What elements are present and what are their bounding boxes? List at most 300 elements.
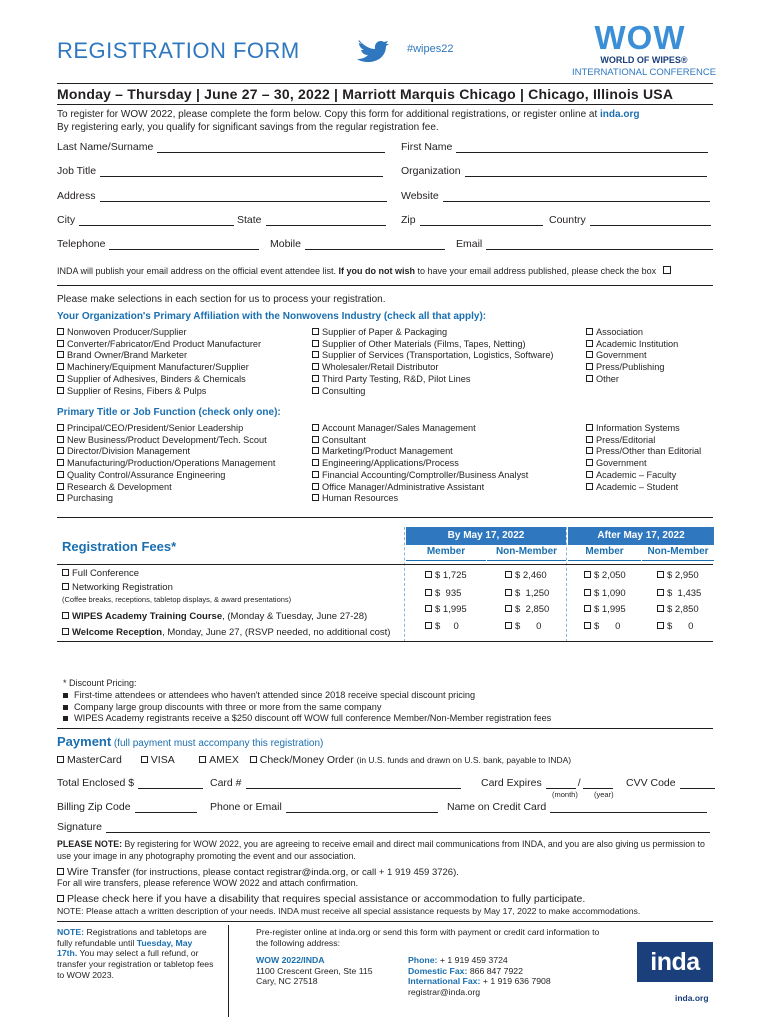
fee-checkbox[interactable] [657, 589, 664, 596]
checkbox[interactable] [312, 340, 319, 347]
mailing-address [256, 955, 373, 987]
fee-amount: $ 1,995 [435, 604, 467, 615]
fee-checkbox[interactable] [425, 571, 432, 578]
checkbox[interactable] [586, 363, 593, 370]
checkbox-option[interactable] [586, 435, 701, 447]
card-number-field[interactable] [210, 777, 461, 789]
card-label: Card # [210, 777, 242, 789]
fee-option[interactable] [505, 621, 541, 632]
zip-line[interactable] [420, 215, 543, 226]
prereg-note: Pre-register online at inda.org or send this form with payment or credit card information to the following address: [256, 927, 600, 948]
checkbox[interactable] [57, 375, 64, 382]
checkbox[interactable] [57, 459, 64, 466]
checkbox[interactable] [312, 436, 319, 443]
checkbox-label: Government [596, 458, 647, 469]
checkbox-label: Supplier of Other Materials (Films, Tapes, Netting) [322, 338, 526, 349]
checkbox-option[interactable] [586, 339, 678, 351]
zip-field[interactable] [401, 214, 543, 226]
checkbox-option[interactable] [312, 435, 528, 447]
address-field[interactable] [57, 190, 387, 202]
publish-optout-checkbox[interactable] [663, 266, 671, 274]
payment-subtitle: (full payment must accompany this registration) [113, 738, 324, 749]
refund-text2: You may select a full refund, or transfer your registration or tabletop fees to WOW 2023. [57, 948, 214, 980]
checkbox-label: Information Systems [596, 423, 680, 433]
job-function-col3 [586, 423, 701, 493]
checkbox[interactable] [57, 424, 64, 431]
job-title-field[interactable] [57, 165, 383, 177]
checkbox-option[interactable] [57, 362, 261, 374]
checkbox-label: Wholesaler/Retail Distributor [322, 362, 439, 373]
fee-checkbox[interactable] [425, 605, 432, 612]
discount-item: WIPES Academy registrants receive a $250 discount off WOW full conference Member/Non-Member registration fees [63, 713, 551, 725]
fee-option[interactable] [505, 588, 549, 599]
state-field[interactable] [237, 214, 386, 226]
checkbox-option[interactable] [57, 339, 261, 351]
checkbox-label: Third Party Testing, R&D, Pilot Lines [322, 373, 471, 384]
payment-methods [57, 754, 571, 766]
organization-line[interactable] [465, 166, 707, 177]
please-note [57, 839, 717, 862]
fee-option[interactable] [584, 604, 626, 615]
wire-transfer[interactable] [57, 866, 459, 878]
footer-divider [228, 925, 229, 1017]
checkbox[interactable] [586, 351, 593, 358]
zip-label: Zip [401, 214, 416, 226]
refund-date: Tuesday, May 17th. [57, 937, 193, 959]
checkbox-option[interactable] [586, 327, 678, 339]
divider [57, 517, 713, 518]
page-title: REGISTRATION FORM [57, 38, 300, 63]
checkbox-label: New Business/Product Development/Tech. Scout [67, 434, 267, 445]
checkbox-label: Consulting [322, 385, 366, 396]
checkbox[interactable] [57, 351, 64, 358]
inda-link[interactable]: inda.org [600, 109, 640, 120]
checkbox-label: Consultant [322, 434, 366, 445]
fee-checkbox[interactable] [584, 605, 591, 612]
job-function-heading: Primary Title or Job Function (check only one): [57, 407, 281, 418]
wow-logo-text: WOW [594, 22, 686, 52]
check-note: (in U.S. funds and drawn on U.S. bank, payable to INDA) [356, 755, 572, 765]
address-line2: Cary, NC 27518 [256, 976, 318, 987]
checkbox[interactable] [57, 483, 64, 490]
contact-info [408, 955, 551, 998]
checkbox[interactable] [312, 494, 319, 501]
fee-checkbox[interactable] [505, 589, 512, 596]
publish-note [57, 266, 674, 276]
checkbox[interactable] [57, 363, 64, 370]
discount-item: First-time attendees or attendees who haven't attended since 2018 receive special discount pricing [63, 690, 551, 702]
checkbox-label: Academic – Faculty [596, 469, 677, 480]
checkbox-option[interactable] [57, 374, 261, 386]
fee-option[interactable] [425, 604, 467, 615]
dfax-label: Domestic Fax: [408, 965, 468, 976]
signature-field[interactable] [57, 821, 710, 833]
fee-option[interactable] [584, 588, 626, 599]
telephone-line[interactable] [109, 239, 259, 250]
name-on-card-field[interactable] [447, 801, 707, 813]
checkbox[interactable] [57, 471, 64, 478]
checkbox-label: Quality Control/Assurance Engineering [67, 469, 226, 480]
checkbox-label: Association [596, 327, 643, 337]
checkbox-label: Government [596, 350, 647, 361]
disability-note: NOTE: Please attach a written description of your needs. INDA must receive all special assistance requests by May 17, 2022 to make accommodations. [57, 906, 641, 916]
mobile-field[interactable] [270, 238, 445, 250]
state-line[interactable] [266, 215, 386, 226]
checkbox-option[interactable] [57, 493, 275, 505]
name-on-card-label: Name on Credit Card [447, 801, 547, 813]
fee-checkbox[interactable] [62, 569, 69, 576]
checkbox-option[interactable] [586, 423, 701, 435]
checkbox-label: Director/Division Management [67, 446, 191, 457]
checkbox[interactable] [312, 387, 319, 394]
signature-line[interactable] [106, 822, 710, 833]
checkbox[interactable] [586, 328, 593, 335]
checkbox-label: Human Resources [322, 493, 399, 504]
checkbox[interactable] [312, 483, 319, 490]
affiliation-heading: Your Organization's Primary Affiliation with the Nonwovens Industry (check all that apply): [57, 311, 487, 322]
name-on-card-line[interactable] [550, 802, 707, 813]
checkbox-label: Press/Other than Editorial [596, 446, 702, 457]
fee-checkbox[interactable] [657, 622, 664, 629]
wire-checkbox[interactable] [57, 868, 64, 875]
affiliation-col2 [312, 327, 554, 397]
checkbox[interactable] [586, 471, 593, 478]
hashtag: #wipes22 [407, 43, 454, 55]
last-name-line[interactable] [157, 142, 385, 153]
checkbox-option[interactable] [57, 327, 261, 339]
checkbox[interactable] [586, 459, 593, 466]
checkbox-option[interactable] [586, 374, 678, 386]
checkbox-option[interactable] [57, 423, 275, 435]
intro-line2: By registering early, you qualify for significant savings from the regular registration fee. [57, 121, 439, 133]
total-field[interactable] [57, 777, 203, 789]
telephone-label: Telephone [57, 238, 106, 250]
logo-subtitle: WORLD OF WIPES® [600, 55, 688, 65]
checkbox-option[interactable] [57, 435, 275, 447]
disability[interactable] [57, 893, 585, 905]
fee-checkbox[interactable] [505, 571, 512, 578]
checkbox-option[interactable] [312, 374, 554, 386]
affiliation-col3 [586, 327, 678, 386]
fee-checkbox[interactable] [584, 589, 591, 596]
city-line[interactable] [79, 215, 234, 226]
job-title-line[interactable] [100, 166, 383, 177]
checkbox-option[interactable] [312, 386, 554, 398]
late-header: After May 17, 2022 [568, 527, 714, 545]
checkbox-label: Supplier of Services (Transportation, Logistics, Software) [322, 350, 554, 361]
mobile-label: Mobile [270, 238, 301, 250]
late-member-header: Member [568, 546, 641, 561]
address-label: Address [57, 190, 96, 202]
fee-option[interactable] [425, 588, 461, 599]
checkbox[interactable] [312, 424, 319, 431]
check-option[interactable]: Check/Money Order [250, 754, 354, 766]
checkbox[interactable] [312, 471, 319, 478]
refund-bold: NOTE: [57, 927, 85, 937]
total-label: Total Enclosed $ [57, 777, 135, 789]
website-field[interactable] [401, 190, 710, 202]
cvv-label: CVV Code [626, 777, 676, 789]
checkbox[interactable] [57, 494, 64, 501]
fee-amount: $ 1,435 [667, 588, 702, 599]
job-title-label: Job Title [57, 165, 97, 177]
checkbox[interactable] [57, 387, 64, 394]
fee-option[interactable] [425, 570, 467, 581]
fee-checkbox[interactable] [584, 622, 591, 629]
checkbox-label: Brand Owner/Brand Marketer [67, 350, 187, 361]
mastercard-option[interactable]: MasterCard [57, 754, 122, 766]
checkbox[interactable] [57, 447, 64, 454]
inda-url[interactable]: inda.org [675, 993, 709, 1003]
checkbox[interactable] [586, 375, 593, 382]
first-name-label: First Name [401, 141, 453, 153]
checkbox-label: Press/Editorial [596, 434, 656, 445]
intro-line1: To register for WOW 2022, please complete the form below. Copy this form for additional registrations, or register online at [57, 109, 598, 120]
discount-list [63, 690, 551, 725]
logo-conference: INTERNATIONAL CONFERENCE [571, 67, 717, 78]
fee-amount: $ 2,050 [594, 570, 626, 581]
publish-note-post: to have your email address published, please check the box [417, 266, 657, 276]
fee-label-full[interactable] [62, 568, 139, 579]
country-field[interactable] [549, 214, 711, 226]
fee-amount: $ 1,725 [435, 570, 467, 581]
fee-checkbox[interactable] [62, 583, 69, 590]
checkbox[interactable] [312, 351, 319, 358]
fee-checkbox[interactable] [657, 605, 664, 612]
fee-option[interactable] [657, 588, 701, 599]
job-function-col2 [312, 423, 528, 505]
fee-checkbox[interactable] [505, 605, 512, 612]
fee-amount: $ 2,850 [515, 604, 550, 615]
checkbox[interactable] [57, 328, 64, 335]
fee-checkbox[interactable] [657, 571, 664, 578]
country-line[interactable] [590, 215, 711, 226]
checkbox[interactable] [312, 459, 319, 466]
billing-zip-field[interactable] [57, 801, 197, 813]
checkbox-option[interactable] [312, 493, 528, 505]
month-hint: (month) [552, 790, 578, 799]
checkbox-option[interactable] [57, 482, 275, 494]
checkbox-label: Academic Institution [596, 338, 679, 349]
affiliation-col1 [57, 327, 261, 397]
checkbox-option[interactable] [586, 458, 701, 470]
fee-label-sub: , Monday, June 27, (RSVP needed, no additional cost) [162, 627, 391, 638]
cvv-field[interactable] [626, 777, 715, 789]
checkbox-option[interactable] [312, 446, 528, 458]
fee-label-academy[interactable] [62, 611, 367, 622]
address-line[interactable] [100, 191, 387, 202]
fee-label-text: Full Conference [72, 568, 140, 579]
inda-logo: inda [637, 942, 713, 982]
checkbox[interactable] [57, 436, 64, 443]
phone-label: Phone: [408, 955, 438, 965]
checkbox[interactable] [586, 436, 593, 443]
fee-networking-sub: (Coffee breaks, receptions, tabletop displays, & award presentations) [62, 595, 292, 604]
expires-month-line[interactable] [546, 778, 576, 789]
checkbox-option[interactable] [312, 482, 528, 494]
fee-amount: $ 1,250 [515, 588, 550, 599]
early-header: By May 17, 2022 [406, 527, 566, 545]
visa-option[interactable]: VISA [141, 754, 174, 766]
checkbox-option[interactable] [57, 458, 275, 470]
checkbox-label: Principal/CEO/President/Senior Leadership [67, 423, 244, 433]
checkbox[interactable] [312, 328, 319, 335]
checkbox-label: Purchasing [67, 493, 113, 504]
checkbox-label: Financial Accounting/Comptroller/Business Analyst [322, 469, 529, 480]
divider [57, 285, 713, 286]
checkbox-option[interactable] [312, 362, 554, 374]
selections-intro: Please make selections in each section for us to process your registration. [57, 294, 386, 305]
email-field[interactable] [456, 238, 713, 250]
checkbox-label: Supplier of Paper & Packaging [322, 327, 448, 337]
fee-checkbox[interactable] [505, 622, 512, 629]
fee-label-text: WIPES Academy Training Course [72, 611, 223, 622]
checkbox-option[interactable] [57, 446, 275, 458]
please-note-text: By registering for WOW 2022, you are agreeing to receive email and direct mail communications from INDA, and you are also giving us permission to use your image in any photography promoting the event and our association. [57, 839, 705, 861]
country-label: Country [549, 214, 586, 226]
billing-zip-label: Billing Zip Code [57, 801, 131, 813]
website-line[interactable] [443, 191, 710, 202]
disability-checkbox[interactable] [57, 895, 64, 902]
fee-amount: $ 2,850 [667, 604, 699, 615]
fee-amount: $ 0 [667, 621, 694, 632]
fee-checkbox[interactable] [62, 628, 69, 635]
payment-title: Payment [57, 734, 112, 749]
card-line[interactable] [246, 778, 461, 789]
card-expires-field[interactable]: Card Expires / [481, 777, 613, 789]
city-field[interactable] [57, 214, 234, 226]
address-head: WOW 2022/INDA [256, 955, 325, 965]
wire-line2: For all wire transfers, please reference WOW 2022 and attach confirmation. [57, 878, 359, 888]
twitter-bird-icon [356, 34, 390, 64]
organization-field[interactable] [401, 165, 707, 177]
fee-label-reception[interactable] [62, 627, 390, 638]
signature-label: Signature [57, 821, 102, 833]
registrar-email[interactable]: registrar@inda.org [408, 987, 481, 998]
checkbox-option[interactable] [586, 362, 678, 374]
last-name-field[interactable] [57, 141, 385, 153]
cvv-line[interactable] [680, 778, 715, 789]
checkbox[interactable] [586, 483, 593, 490]
fee-amount: $ 0 [594, 621, 621, 632]
fee-option[interactable] [657, 570, 699, 581]
refund-note [57, 927, 215, 981]
ifax-label: International Fax: [408, 976, 481, 987]
fee-amount: $ 1,090 [594, 588, 626, 599]
checkbox-option[interactable] [586, 482, 701, 494]
wire-label: Wire Transfer [67, 866, 131, 878]
fee-option[interactable] [425, 621, 459, 632]
ifax-value: + 1 919 636 7908 [482, 976, 551, 987]
checkbox-label: Manufacturing/Production/Operations Management [67, 458, 276, 469]
checkbox-option[interactable] [312, 327, 554, 339]
checkbox-option[interactable] [312, 458, 528, 470]
fee-label-networking[interactable] [62, 582, 173, 593]
fee-option[interactable] [505, 604, 549, 615]
fee-option[interactable] [584, 570, 626, 581]
total-line[interactable] [138, 778, 203, 789]
fee-amount: $ 0 [435, 621, 459, 632]
checkbox-option[interactable] [57, 386, 261, 398]
fee-option[interactable] [657, 621, 693, 632]
address-line1: 1100 Crescent Green, Ste 115 [256, 965, 373, 976]
amex-option[interactable]: AMEX [199, 754, 239, 766]
checkbox-label: Press/Publishing [596, 362, 665, 373]
fee-checkbox[interactable] [425, 589, 432, 596]
checkbox-option[interactable] [312, 470, 528, 482]
checkbox-label: Converter/Fabricator/End Product Manufacturer [67, 338, 262, 349]
checkbox-label: Research & Development [67, 481, 172, 492]
checkbox-option[interactable] [57, 470, 275, 482]
fee-amount: $ 1,995 [594, 604, 626, 615]
checkbox[interactable] [586, 447, 593, 454]
checkbox[interactable] [57, 340, 64, 347]
checkbox[interactable] [586, 424, 593, 431]
fee-checkbox[interactable] [584, 571, 591, 578]
checkbox[interactable] [312, 375, 319, 382]
email-line[interactable] [486, 239, 713, 250]
first-name-line[interactable] [456, 142, 708, 153]
checkbox-option[interactable] [586, 350, 678, 362]
checkbox-label: Supplier of Resins, Fibers & Pulps [67, 385, 207, 396]
please-note-bold: PLEASE NOTE: [57, 839, 123, 849]
expires-year-line[interactable] [583, 778, 613, 789]
checkbox-label: Nonwoven Producer/Supplier [67, 327, 187, 337]
phone-email-line[interactable] [286, 802, 438, 813]
fee-amount: $ 2,950 [667, 570, 699, 581]
early-nonmember-header: Non-Member [487, 546, 566, 561]
intro-text [57, 109, 717, 134]
checkbox[interactable] [312, 447, 319, 454]
city-label: City [57, 214, 76, 226]
checkbox-option[interactable] [312, 423, 528, 435]
fee-option[interactable] [657, 604, 699, 615]
fee-checkbox[interactable] [425, 622, 432, 629]
fee-checkbox[interactable] [62, 612, 69, 619]
checkbox-option[interactable] [312, 350, 554, 362]
last-name-label: Last Name/Surname [57, 141, 154, 153]
checkbox-option[interactable] [312, 339, 554, 351]
checkbox-label: Engineering/Applications/Process [322, 458, 459, 469]
divider [57, 728, 713, 729]
year-hint: (year) [594, 790, 614, 799]
checkbox[interactable] [586, 340, 593, 347]
first-name-field[interactable] [401, 141, 708, 153]
checkbox[interactable] [312, 363, 319, 370]
dfax-value: 866 847 7922 [469, 965, 523, 976]
disability-label: Please check here if you have a disability that requires special assistance or accommodation to fully participate. [67, 893, 586, 905]
fee-label-text: Networking Registration [72, 582, 173, 593]
mobile-line[interactable] [305, 239, 445, 250]
event-date-bar: Monday – Thursday | June 27 – 30, 2022 | Marriott Marquis Chicago | Chicago, Illinois USA [57, 83, 713, 105]
checkbox-option[interactable] [57, 350, 261, 362]
wow-logo [585, 22, 695, 52]
billing-zip-line[interactable] [135, 802, 197, 813]
fee-option[interactable] [584, 621, 620, 632]
fee-amount: $ 2,460 [515, 570, 547, 581]
telephone-field[interactable] [57, 238, 259, 250]
wire-text: (for instructions, please contact registrar@inda.org, or call + 1 919 459 3726). [132, 867, 459, 878]
fee-amount: $ 0 [515, 621, 542, 632]
phone-email-field[interactable] [210, 801, 438, 813]
organization-label: Organization [401, 165, 461, 177]
checkbox-option[interactable] [586, 470, 701, 482]
fee-option[interactable] [505, 570, 547, 581]
checkbox-option[interactable] [586, 446, 701, 458]
checkbox-label: Academic – Student [596, 481, 679, 492]
phone-value: + 1 919 459 3724 [439, 955, 508, 965]
checkbox-label: Machinery/Equipment Manufacturer/Supplier [67, 362, 249, 373]
